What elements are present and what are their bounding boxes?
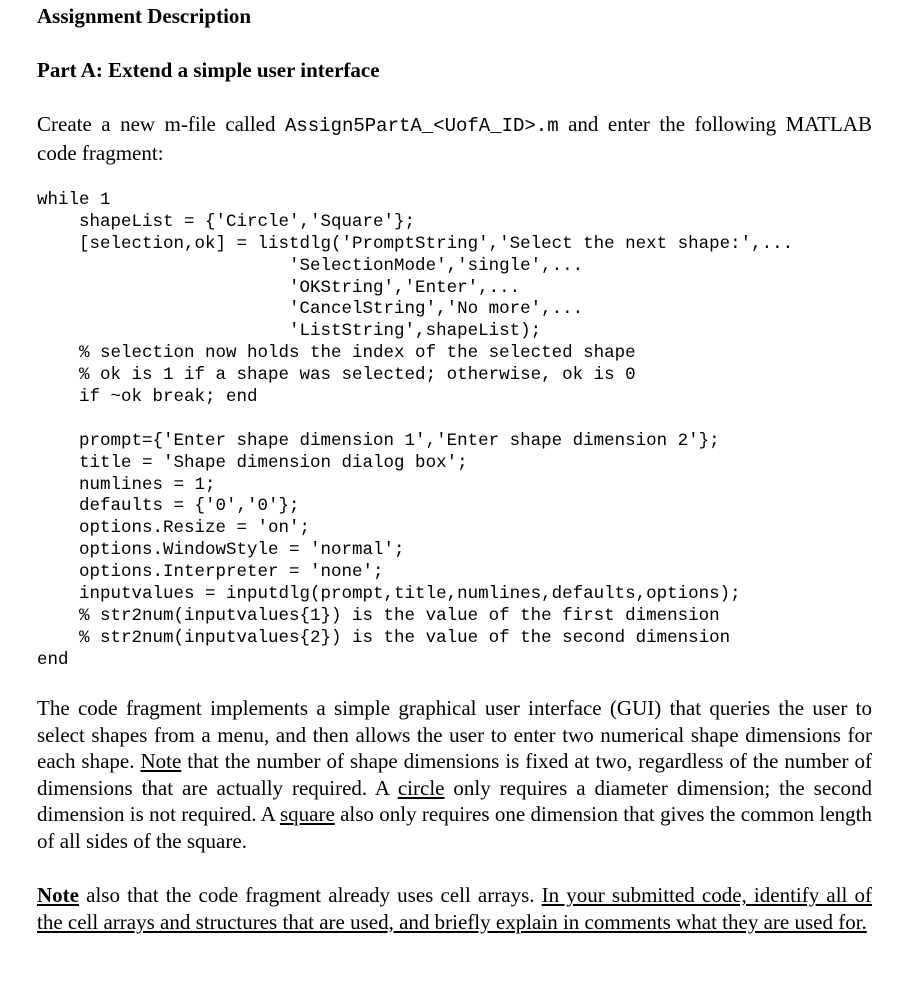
desc-s3: only requires a diameter dimension; the second dimension is not required. A bbox=[37, 775, 872, 826]
desc-s4: also only requires one dimension that gives the common length of all sides of the square. bbox=[37, 802, 872, 853]
code-line: [selection,ok] = listdlg('PromptString','Select the next shape:',... bbox=[37, 233, 794, 254]
code-line: 'SelectionMode','single',... bbox=[37, 255, 584, 276]
code-line: options.Interpreter = 'none'; bbox=[37, 562, 384, 583]
code-line: % selection now holds the index of the selected shape bbox=[37, 343, 636, 364]
part-a-title: Part A: Extend a simple user interface bbox=[37, 58, 380, 82]
note-paragraph bbox=[37, 882, 872, 935]
note-label: Note bbox=[37, 883, 79, 907]
code-line bbox=[37, 409, 793, 431]
note-mid: also that the code fragment already uses cell arrays. bbox=[78, 883, 542, 907]
desc-s1: The code fragment implements a simple graphical user interface (GUI) that queries the user to select shapes from a menu, and then allows the user to enter two numerical shape dimensions for each shape. bbox=[37, 696, 872, 773]
code-line: % ok is 1 if a shape was selected; otherwise, ok is 0 bbox=[37, 365, 636, 386]
code-line: 'CancelString','No more',... bbox=[37, 299, 584, 320]
description-paragraph bbox=[37, 695, 872, 854]
code-line: 'OKString','Enter',... bbox=[37, 277, 521, 298]
desc-circle: circle bbox=[397, 775, 445, 800]
code-line: shapeList = {'Circle','Square'}; bbox=[37, 211, 416, 232]
code-block bbox=[37, 190, 793, 672]
code-line: prompt={'Enter shape dimension 1','Enter shape dimension 2'}; bbox=[37, 430, 720, 451]
code-line: numlines = 1; bbox=[37, 474, 216, 495]
desc-note: Note bbox=[140, 749, 182, 773]
intro-before: Create a new m-file called bbox=[37, 112, 285, 136]
code-line: title = 'Shape dimension dialog box'; bbox=[37, 452, 468, 473]
intro-after: and enter the following MATLAB code fragment: bbox=[37, 112, 872, 165]
desc-s2: that the number of shape dimensions is fixed at two, regardless of the number of dimensions that are actually required. A bbox=[37, 749, 873, 800]
note-instruction: In your submitted code, identify all of the cell arrays and structures that are used, and briefly explain in comments what they are used for. bbox=[37, 883, 872, 934]
code-line: inputvalues = inputdlg(prompt,title,numlines,defaults,options); bbox=[37, 584, 741, 605]
intro-paragraph bbox=[37, 111, 872, 166]
desc-square: square bbox=[279, 802, 335, 826]
code-line: while 1 bbox=[37, 190, 111, 210]
code-line: if ~ok break; end bbox=[37, 387, 258, 408]
code-line: options.Resize = 'on'; bbox=[37, 518, 311, 539]
code-line: % str2num(inputvalues{2}) is the value of the second dimension bbox=[37, 627, 731, 648]
code-line: end bbox=[37, 649, 69, 670]
code-line: 'ListString',shapeList); bbox=[37, 321, 542, 342]
code-line: defaults = {'0','0'}; bbox=[37, 496, 300, 517]
intro-filename: Assign5PartA_<UofA_ID>.m bbox=[284, 115, 559, 137]
code-line: % str2num(inputvalues{1}) is the value of the first dimension bbox=[37, 605, 720, 626]
assignment-heading: Assignment Description bbox=[37, 4, 252, 28]
code-line: options.WindowStyle = 'normal'; bbox=[37, 540, 405, 561]
